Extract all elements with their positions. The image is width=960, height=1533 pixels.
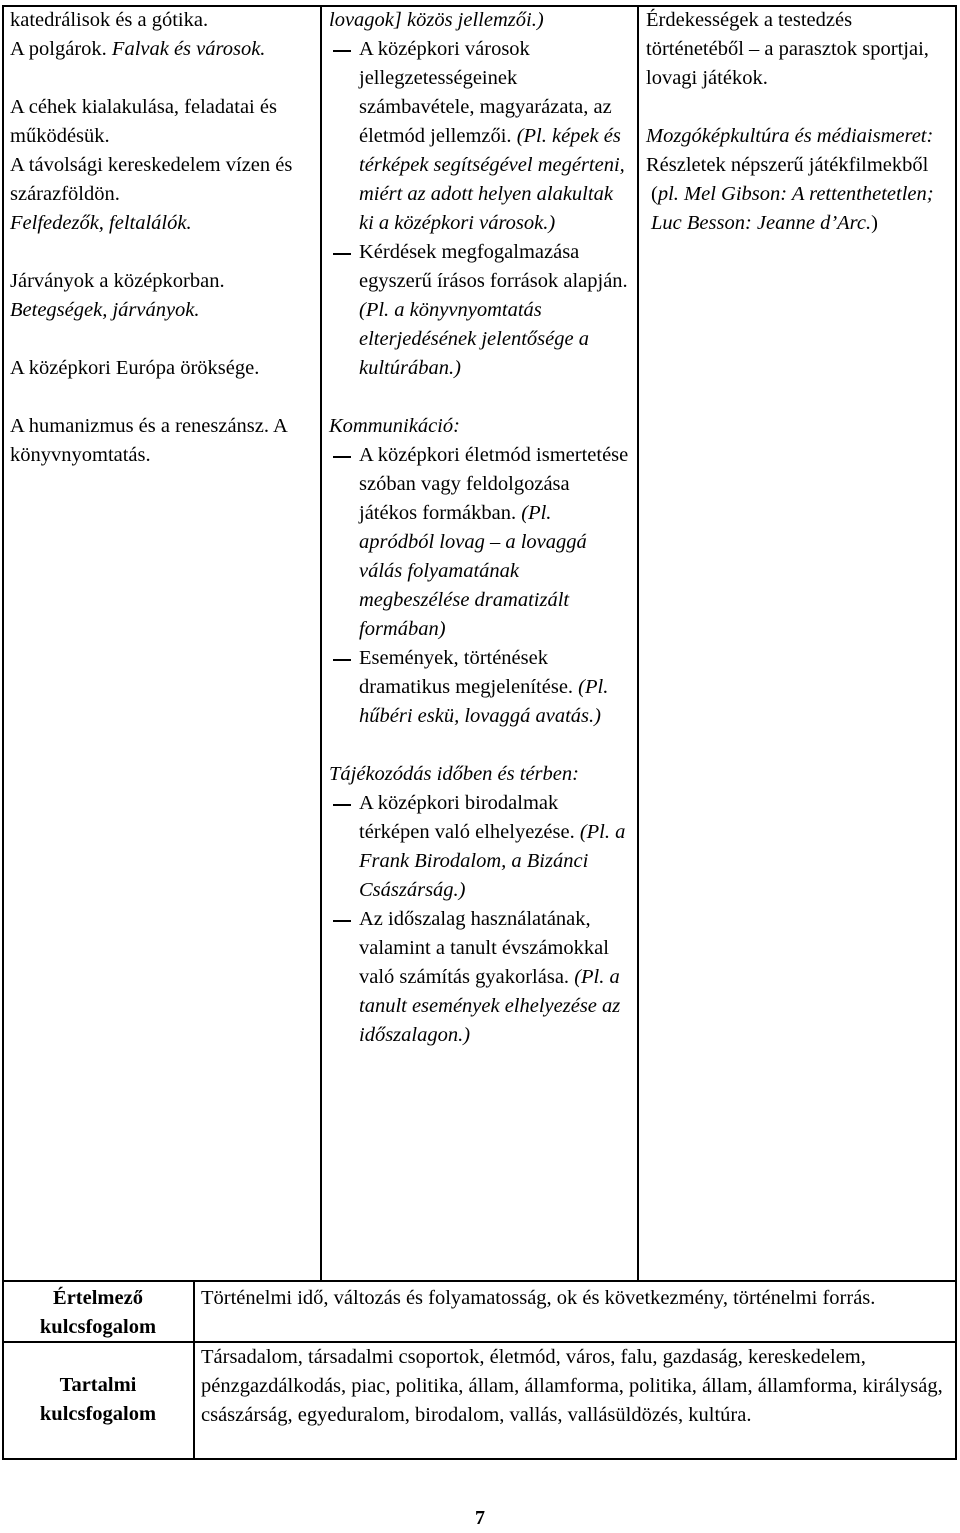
activity-example: (Pl. képek és térképek segítségével megérteni, miért az adott helyen alakultak ki a középkori városok.) [359,125,625,234]
topic-line [10,412,310,470]
activity-text: A középkori birodalmak térképen való elhelyezése. [359,792,580,843]
topic-line [10,296,310,325]
activities-column [329,6,629,1050]
spacer [10,238,310,267]
topic-text: A középkori Európa öröksége. [10,357,260,379]
activity-example: (Pl. a Frank Birodalom, a Bizánci Császárság.) [359,821,626,901]
media-heading: Mozgóképkultúra és médiaismeret: [646,125,934,147]
connections-para1: Érdekességek a testedzés történetéből – a parasztok sportjai, lovagi játékok. [646,9,929,89]
topic-line [10,6,310,35]
topic-text: A humanizmus és a reneszánsz. A könyvnyomtatás. [10,415,287,466]
activity-list-item [329,789,629,905]
topic-text: Betegségek, járványok. [10,299,200,321]
activity-list-item [329,238,629,383]
interpretive-key-text: Történelmi idő, változás és folyamatosság, ok és következmény, történelmi forrás. [201,1287,876,1309]
activity-text: Az időszalag használatának, valamint a tanult évszámokkal való számítás gyakorlása. [359,908,609,988]
spacer [10,383,310,412]
activity-text: Események, történések dramatikus megjelenítése. [359,647,579,698]
topics-column [10,6,310,470]
spacer [10,64,310,93]
activity-list-item [329,441,629,644]
divider-keys-top [2,1280,957,1282]
activities-list-b [329,441,629,731]
orientation-heading: Tájékozódás időben és térben: [329,763,579,785]
topic-text: Járványok a középkorban. [10,270,225,292]
activity-list-item [329,905,629,1050]
activity-text: A középkori városok jellegzetességeinek számbavétele, magyarázata, az életmód jellemzői. [359,38,612,147]
communication-heading: Kommunikáció: [329,415,460,437]
topic-text: A távolsági kereskedelem vízen és szárazföldön. [10,154,293,205]
divider-keys [193,1282,195,1460]
divider-col1 [320,5,322,1282]
activity-text: A középkori életmód ismertetése szóban vagy feldolgozása játékos formákban. [359,444,629,524]
interpretive-key-label: Értelmező kulcsfogalom [39,1287,157,1338]
topic-line [10,209,310,238]
activity-example: (Pl. a könyvnyomtatás elterjedésének jelentősége a kultúrában.) [359,299,589,379]
activity-text: Kérdések megfogalmazása egyszerű írásos források alapján. [359,241,628,292]
activities-list-c [329,789,629,1050]
activities-list-a [329,35,629,383]
topic-line [10,151,310,209]
divider-col2 [637,5,639,1282]
activity-list-item [329,35,629,238]
topic-text: A céhek kialakulása, feladatai és működésük. [10,96,277,147]
topic-tail: Falvak és városok. [111,38,266,60]
activity-example: (Pl. apródból lovag – a lovaggá válás folyamatának megbeszélése dramatizált formában) [359,502,587,640]
connections-column [646,6,946,238]
topic-line [10,267,310,296]
topic-line [10,354,310,383]
spacer [10,325,310,354]
activity-list-item [329,644,629,731]
topic-line [10,35,310,64]
activity-example: (Pl. a tanult események elhelyezése az időszalagon.) [359,966,621,1046]
topic-line [10,93,310,151]
activity-example: (Pl. hűbéri eskü, lovaggá avatás.) [359,676,609,727]
content-key-label: Tartalmi kulcsfogalom [39,1374,157,1425]
content-key-text: Társadalom, társadalmi csoportok, életmód, város, falu, gazdaság, kereskedelem, pénzgazdálkodás, piac, politika, állam, államforma, politika, állam, államforma, királyság, császárság, egyeduralom, birodalom, vallás, vallásüldözés, kultúra. [201,1346,943,1426]
topic-text: Felfedezők, feltalálók. [10,212,192,234]
topic-text: katedrálisok és a gótika. [10,9,209,31]
page-number: 7 [475,1507,485,1529]
topic-text: A polgárok. [10,38,112,60]
media-para: Részletek népszerű játékfilmekből (pl. Mel Gibson: A rettenthetetlen; Luc Besson: Jeanne d’Arc.) [646,154,934,234]
activities-intro: lovagok] közös jellemzői.) [329,9,544,31]
